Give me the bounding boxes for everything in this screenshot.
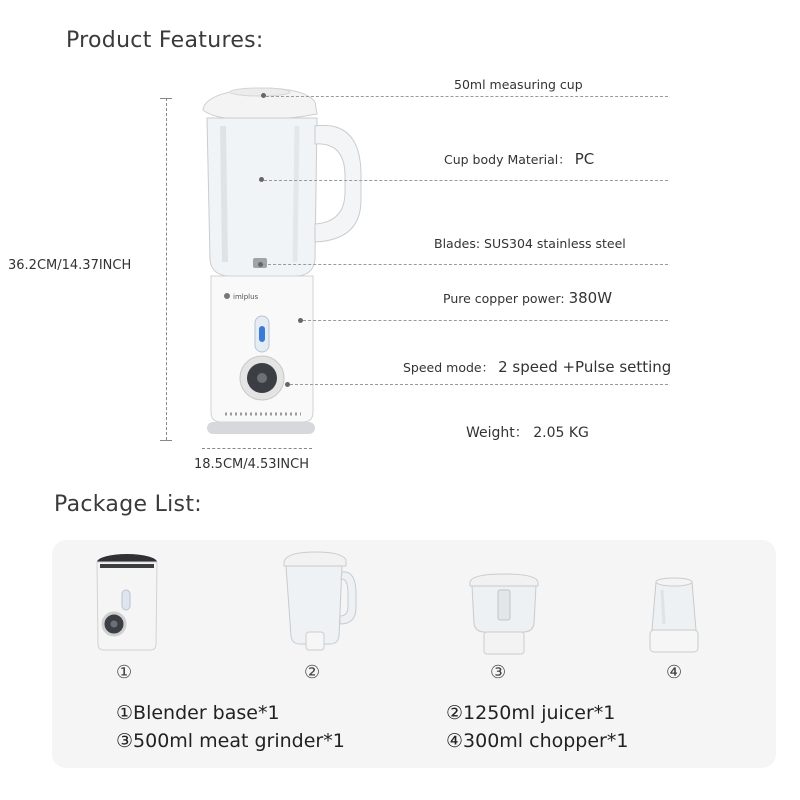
feature-speed: [403, 358, 671, 376]
features-heading: Product Features:: [66, 28, 264, 53]
width-dimension-line: [202, 448, 312, 449]
leader-line: [303, 320, 668, 321]
feature-blades: Blades: SUS304 stainless steel: [434, 236, 626, 251]
width-label: 18.5CM/4.53INCH: [194, 457, 309, 472]
package-number-4: ④: [666, 662, 683, 683]
feature-power: [443, 289, 612, 307]
measuring-cup-shape: [230, 88, 290, 96]
jar-rib: [295, 126, 297, 262]
handle-shape: [315, 125, 361, 242]
material-label: Cup body Material：: [444, 152, 571, 167]
speed-label: Speed mode：: [403, 360, 495, 375]
feature-measuring-cup: 50ml measuring cup: [454, 77, 583, 92]
package-number-2: ②: [304, 662, 321, 683]
package-item-2: ②1250ml juicer*1: [446, 702, 616, 724]
feature-material: [444, 150, 594, 168]
package-item-3: ③500ml meat grinder*1: [116, 730, 345, 752]
blender-base-image: [92, 552, 162, 652]
package-item-1: ①Blender base*1: [116, 702, 280, 724]
indicator-light: [259, 326, 265, 342]
package-item-4: ④300ml chopper*1: [446, 730, 629, 752]
material-value: PC: [574, 150, 595, 168]
power-value: 380W: [568, 289, 613, 307]
package-number-1: ①: [116, 662, 133, 683]
power-label: Pure copper power:: [443, 291, 565, 306]
leader-line: [266, 96, 668, 97]
leader-line: [264, 180, 668, 181]
leader-line: [290, 384, 668, 385]
height-tick-bottom: [160, 440, 172, 441]
meat-grinder-image: [464, 570, 544, 662]
base-feet: [207, 422, 315, 434]
jar-rib: [223, 126, 225, 262]
feature-weight: Weight： 2.05 KG: [466, 425, 589, 441]
chopper-image: [646, 576, 702, 658]
speed-value: 2 speed +Pulse setting: [498, 358, 672, 376]
height-label: 36.2CM/14.37INCH: [8, 258, 132, 273]
package-heading: Package List:: [54, 492, 202, 517]
leader-line: [263, 264, 668, 265]
height-tick-top: [160, 98, 172, 99]
height-dimension-line: [166, 98, 167, 440]
blender-illustration: [185, 80, 375, 445]
svg-text:imlplus: imlplus: [233, 293, 259, 301]
juicer-jar-image: [276, 548, 360, 654]
package-number-3: ③: [490, 662, 507, 683]
